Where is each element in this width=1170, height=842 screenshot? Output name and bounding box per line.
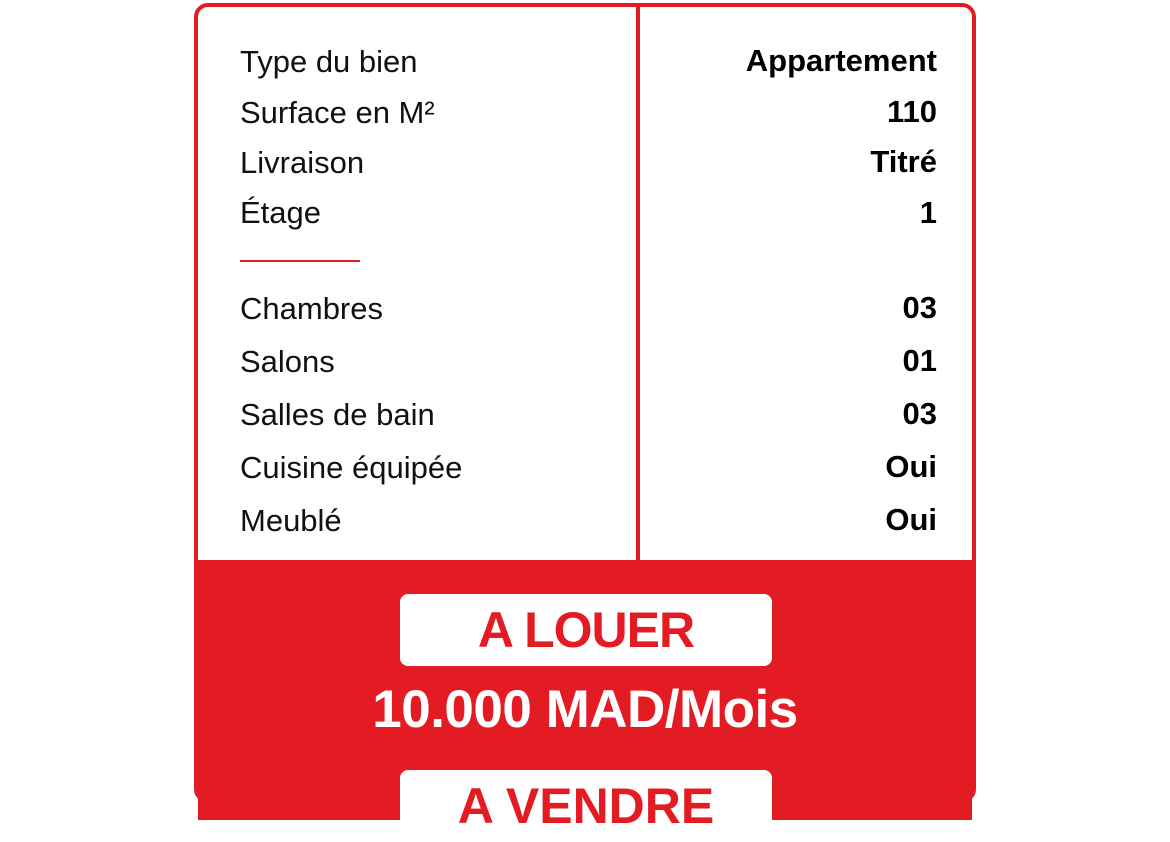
spec-label-cuisine: Cuisine équipée [240,450,463,485]
spec-label-type: Type du bien [240,44,418,79]
spec-value-meuble: Oui [885,502,937,537]
spec-value-cuisine: Oui [885,449,937,484]
offer-banner [198,560,972,834]
spec-value-livraison: Titré [870,144,937,179]
rent-badge: A LOUER [400,594,772,666]
spec-value-type: Appartement [745,43,937,78]
rent-price: 10.000 MAD/Mois [372,680,798,739]
specs-labels-column [198,7,640,560]
spec-label-surface: Surface en M² [240,95,435,130]
spec-label-etage: Étage [240,195,322,230]
specs-table [198,7,972,560]
spec-value-surface: 110 [886,94,937,129]
sale-badge: A VENDRE [400,770,772,842]
spec-label-salles-de-bain: Salles de bain [240,397,435,432]
spec-value-salles-de-bain: 03 [902,396,937,431]
spec-label-salons: Salons [240,344,335,379]
spec-value-etage: 1 [919,195,937,230]
spec-label-chambres: Chambres [240,291,383,326]
property-card [194,3,976,834]
spec-label-meuble: Meublé [240,503,342,538]
specs-values-column [640,7,972,560]
spec-value-chambres: 03 [902,290,937,325]
spec-value-salons: 01 [902,343,937,378]
section-divider [240,260,360,262]
spec-label-livraison: Livraison [240,145,365,180]
